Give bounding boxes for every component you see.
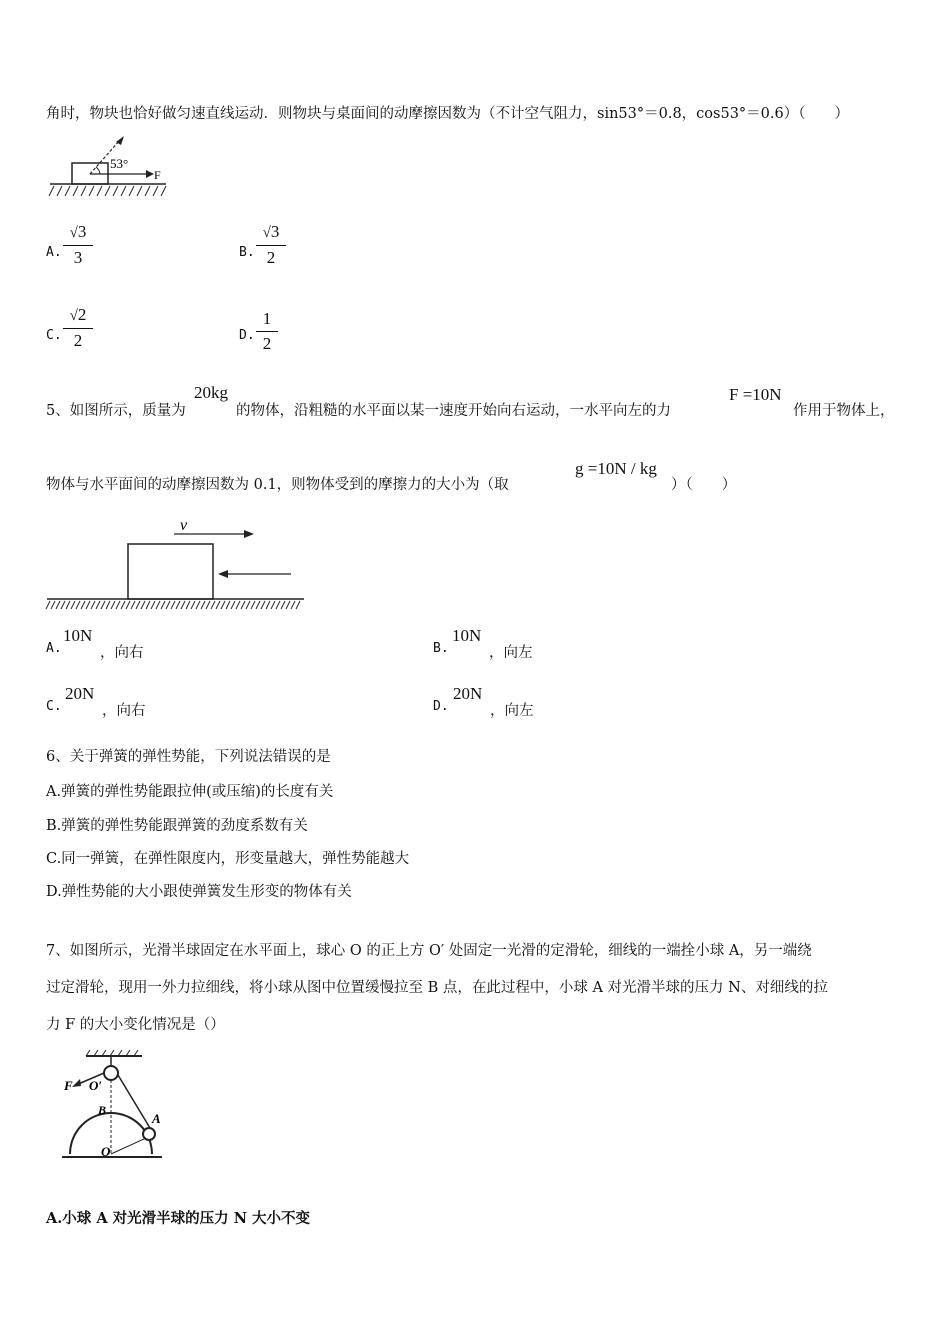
- ground-hatch: [61, 601, 65, 609]
- q6-option-b: B.弹簧的弹性势能跟弹簧的劲度系数有关: [46, 818, 308, 834]
- q5-option-a-value: 10N: [63, 626, 93, 645]
- ground-hatch: [86, 601, 90, 609]
- ground-hatch: [206, 601, 210, 609]
- ground-hatch: [66, 601, 70, 609]
- q7-stem-line2: 过定滑轮，现用一外力拉细线，将小球从图中位置缓慢拉至 B 点，在此过程中，小球 A 对光滑半球的压力 N、对细线的拉: [46, 980, 828, 996]
- ground-hatch: [261, 601, 265, 609]
- ground-hatch: [76, 601, 80, 609]
- ground-hatch: [71, 601, 75, 609]
- ground-hatch: [271, 601, 275, 609]
- ground-hatch: [266, 601, 270, 609]
- q5-stem-part2: 的物体，沿粗糙的水平面以某一速度开始向右运动，一水平向左的力: [236, 403, 671, 419]
- q5-option-b-label: B.: [433, 641, 449, 656]
- ground-hatch: [96, 601, 100, 609]
- ground-hatch: [136, 601, 140, 609]
- q4-option-b-label: B.: [239, 245, 255, 260]
- ground-hatch: [211, 601, 215, 609]
- q4-figure: [48, 130, 173, 205]
- ground-hatch: [216, 601, 220, 609]
- q5-stem-part3: 作用于物体上，: [793, 403, 895, 419]
- ground-hatch: [181, 601, 185, 609]
- q5-option-b-value: 10N: [452, 626, 482, 645]
- center-O-label: O: [101, 1144, 111, 1159]
- q4-stem-line: 角时，物块也恰好做匀速直线运动．则物块与桌面间的动摩擦因数为（不计空气阻力，sin53°＝0.8，cos53°＝0.6）（ ）: [46, 106, 849, 122]
- ground-hatch: [231, 601, 235, 609]
- q5-figure: [44, 512, 309, 612]
- q5-option-c-label: C.: [46, 699, 62, 714]
- force-label: F: [154, 168, 161, 182]
- q5-option-c-dir: ，向右: [102, 703, 146, 719]
- ground-hatch: [91, 601, 95, 609]
- q5-option-d-label: D.: [433, 699, 449, 714]
- ground-hatch: [171, 601, 175, 609]
- ground-hatch: [131, 601, 135, 609]
- pulley-Oprime-label: O′: [89, 1078, 103, 1093]
- ground-hatch: [141, 601, 145, 609]
- ground-hatch: [286, 601, 290, 609]
- q5-option-d-value: 20N: [453, 684, 483, 703]
- q5-option-a-dir: ，向右: [100, 645, 144, 661]
- force-F-label: F: [64, 1078, 73, 1093]
- ground-hatch: [221, 601, 225, 609]
- ground-hatch: [201, 601, 205, 609]
- ground-hatch: [296, 601, 300, 609]
- ground-hatch: [156, 601, 160, 609]
- q4-option-a-value: √3 3: [63, 221, 93, 269]
- q4-option-a-label: A.: [46, 245, 62, 260]
- q4-option-c-label: C.: [46, 328, 62, 343]
- ground-hatch: [151, 601, 155, 609]
- ground-hatch: [196, 601, 200, 609]
- point-B-label: B: [98, 1103, 107, 1117]
- velocity-label: v: [180, 517, 188, 534]
- ground-hatch: [251, 601, 255, 609]
- ground-hatch: [106, 601, 110, 609]
- ground-hatch: [111, 601, 115, 609]
- ground-hatch: [191, 601, 195, 609]
- q7-figure: [56, 1048, 171, 1168]
- ground-hatch: [226, 601, 230, 609]
- q6-option-c: C.同一弹簧，在弹性限度内，形变量越大，弹性势能越大: [46, 851, 410, 867]
- ground-hatch: [126, 601, 130, 609]
- ground-hatch: [236, 601, 240, 609]
- ground-hatch: [246, 601, 250, 609]
- q5-option-a-label: A.: [46, 641, 62, 656]
- ball-A-label: A: [152, 1111, 161, 1126]
- ground-hatch: [81, 601, 85, 609]
- ground-hatch: [166, 601, 170, 609]
- ground-hatch: [56, 601, 60, 609]
- ground-hatch: [176, 601, 180, 609]
- q4-option-c-value: √2 2: [63, 304, 93, 352]
- ground-hatch: [121, 601, 125, 609]
- ground-hatch: [46, 601, 50, 609]
- q5-force: F =10N: [729, 385, 782, 404]
- q4-option-d-value: 1 2: [256, 308, 278, 355]
- ground-hatch: [281, 601, 285, 609]
- q5-stem-line2b: ）（ ）: [671, 477, 737, 493]
- q7-stem-line3: 力 F 的大小变化情况是（）: [46, 1017, 225, 1033]
- ground-hatch: [186, 601, 190, 609]
- ground-hatch: [256, 601, 260, 609]
- q7-option-a: A.小球 A 对光滑半球的压力 N 大小不变: [46, 1210, 310, 1227]
- q5-stem-part1: 5、如图所示，质量为: [46, 403, 186, 419]
- ground-hatch: [116, 601, 120, 609]
- ground-hatch: [146, 601, 150, 609]
- q5-mass: 20kg: [194, 383, 228, 402]
- q4-option-b-value: √3 2: [256, 221, 286, 269]
- q6-stem: 6、关于弹簧的弹性势能，下列说法错误的是: [46, 749, 331, 765]
- ground-hatch: [291, 601, 295, 609]
- q6-option-d: D.弹性势能的大小跟使弹簧发生形变的物体有关: [46, 884, 352, 900]
- q7-stem-line1: 7、如图所示，光滑半球固定在水平面上，球心 O 的正上方 O′ 处固定一光滑的定滑轮，细线的一端拴小球 A，另一端绕: [46, 943, 812, 959]
- ground-hatch: [161, 601, 165, 609]
- ground-hatch: [51, 601, 55, 609]
- ground-hatch: [241, 601, 245, 609]
- q5-gravity: g =10N / kg: [575, 459, 657, 478]
- q5-option-d-dir: ，向左: [490, 703, 534, 719]
- q5-option-b-dir: ，向左: [489, 645, 533, 661]
- q6-option-a: A.弹簧的弹性势能跟拉伸(或压缩)的长度有关: [46, 784, 334, 800]
- q4-option-d-label: D.: [239, 328, 255, 343]
- ground-hatch: [101, 601, 105, 609]
- q5-stem-line2a: 物体与水平面间的动摩擦因数为 0.1，则物体受到的摩擦力的大小为（取: [46, 477, 509, 493]
- q5-option-c-value: 20N: [65, 684, 95, 703]
- ground-hatch: [276, 601, 280, 609]
- angle-label: 53°: [110, 156, 129, 171]
